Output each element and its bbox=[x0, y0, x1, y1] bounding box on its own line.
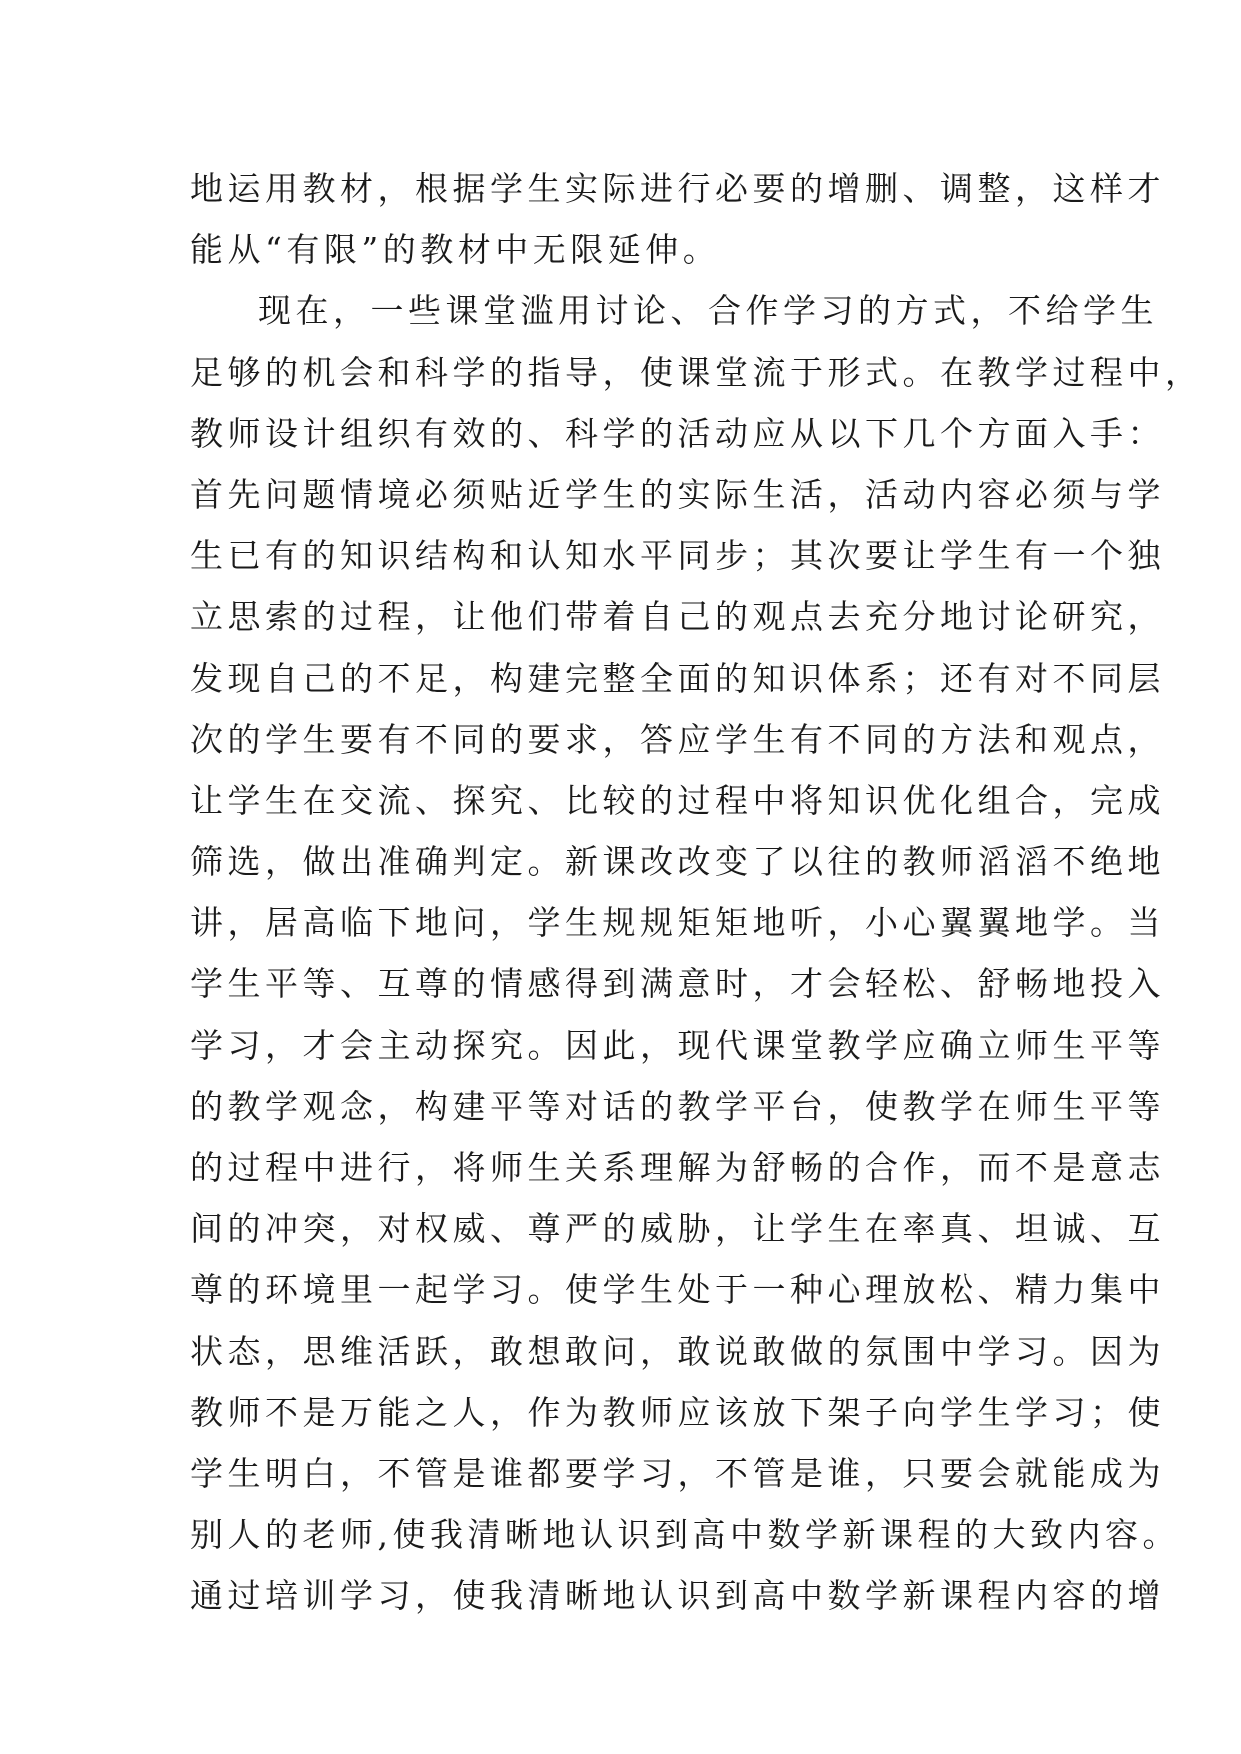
text-line: 学生平等、互尊的情感得到满意时，才会轻松、舒畅地投入 bbox=[190, 964, 1165, 1004]
text-line: 首先问题情境必须贴近学生的实际生活，活动内容必须与学 bbox=[190, 474, 1165, 514]
text-line: 别人的老师,使我清晰地认识到高中数学新课程的大致内容。 bbox=[190, 1515, 1180, 1555]
text-line: 状态，思维活跃，敢想敢问，敢说敢做的氛围中学习。因为 bbox=[190, 1331, 1165, 1371]
text-line: 间的冲突，对权威、尊严的威胁，让学生在率真、坦诚、互 bbox=[190, 1209, 1165, 1249]
text-line: 生已有的知识结构和认知水平同步；其次要让学生有一个独 bbox=[190, 536, 1165, 576]
text-line: 的过程中进行，将师生关系理解为舒畅的合作，而不是意志 bbox=[190, 1148, 1165, 1187]
text-line: 筛选，做出准确判定。新课改改变了以往的教师滔滔不绝地 bbox=[190, 842, 1165, 882]
text-line: 教师设计组织有效的、科学的活动应从以下几个方面入手： bbox=[190, 413, 1165, 453]
text-line: 次的学生要有不同的要求，答应学生有不同的方法和观点， bbox=[190, 719, 1165, 759]
paragraph-2 bbox=[190, 280, 1203, 1626]
text-line: 足够的机会和科学的指导，使课堂流于形式。在教学过程中， bbox=[190, 352, 1203, 392]
text-line: 通过培训学习，使我清晰地认识到高中数学新课程内容的增 bbox=[190, 1576, 1165, 1616]
paragraph-1 bbox=[190, 158, 1165, 280]
text-line: 尊的环境里一起学习。使学生处于一种心理放松、精力集中 bbox=[190, 1270, 1165, 1310]
text-line: 能从“有限”的教材中无限延伸。 bbox=[190, 230, 721, 270]
text-line: 学生明白，不管是谁都要学习，不管是谁，只要会就能成为 bbox=[190, 1453, 1165, 1493]
text-line: 学习，才会主动探究。因此，现代课堂教学应确立师生平等 bbox=[190, 1025, 1165, 1065]
text-line: 立思索的过程，让他们带着自己的观点去充分地讨论研究， bbox=[190, 597, 1165, 637]
text-line: 现在，一些课堂滥用讨论、合作学习的方式，不给学生 bbox=[258, 291, 1158, 331]
text-line: 地运用教材，根据学生实际进行必要的增删、调整，这样才 bbox=[190, 169, 1165, 208]
text-line: 教师不是万能之人，作为教师应该放下架子向学生学习；使 bbox=[190, 1392, 1165, 1432]
body-text bbox=[190, 158, 1203, 1627]
text-line: 发现自己的不足，构建完整全面的知识体系；还有对不同层 bbox=[190, 658, 1165, 698]
text-line: 的教学观念，构建平等对话的教学平台，使教学在师生平等 bbox=[190, 1086, 1165, 1126]
text-line: 讲，居高临下地问，学生规规矩矩地听，小心翼翼地学。当 bbox=[190, 903, 1165, 943]
text-line: 让学生在交流、探究、比较的过程中将知识优化组合，完成 bbox=[190, 780, 1165, 820]
